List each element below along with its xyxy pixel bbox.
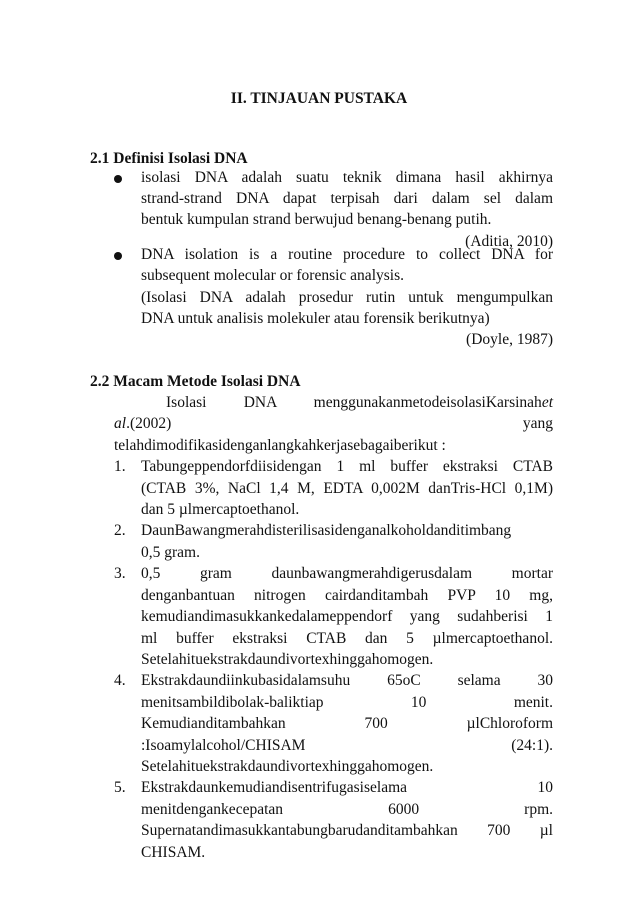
intro-line3: telahdimodifikasidenganlangkahkerjasebagaiberikut : bbox=[114, 437, 446, 454]
item1-line1: Tabungeppendorfdiisidengan 1 ml buffer ekstraksi CTAB bbox=[141, 458, 553, 475]
item1-line2: (CTAB 3%, NaCl 1,4 M, EDTA 0,002M danTris-HCl 0,1M) bbox=[141, 480, 553, 497]
bullet2-line1: DNA isolation is a routine procedure to collect DNA for bbox=[141, 246, 553, 263]
item4-line2: menitsambildibolak-baliktiap 10 menit. bbox=[141, 694, 553, 711]
item2-line2: 0,5 gram. bbox=[141, 544, 200, 561]
section-heading-2-2: 2.2 Macam Metode Isolasi DNA bbox=[90, 373, 301, 390]
bullet1-line3: bentuk kumpulan strand berwujud benang-benang putih. bbox=[141, 211, 492, 228]
chapter-title: II. TINJAUAN PUSTAKA bbox=[230, 90, 408, 107]
bullet1-line1: isolasi DNA adalah suatu teknik dimana hasil akhirnya bbox=[141, 169, 553, 186]
bullet2-line2: subsequent molecular or forensic analysis. bbox=[141, 267, 404, 284]
item4-line4: :Isoamylalcohol/CHISAM (24:1). bbox=[141, 737, 553, 754]
intro-line1 bbox=[166, 392, 553, 414]
item5-line3: Supernatandimasukkantabungbarudanditambahkan 700 µl bbox=[141, 822, 553, 839]
item-number: 2. bbox=[114, 522, 126, 539]
item3-line5: Setelahituekstrakdaundivortexhinggahomogen. bbox=[141, 651, 434, 668]
item5-line2: menitdengankecepatan 6000 rpm. bbox=[141, 801, 553, 818]
intro-line2 bbox=[114, 413, 553, 435]
intro-line1-italic: et bbox=[541, 394, 553, 411]
item4-line3: Kemudianditambahkan 700 µlChloroform bbox=[141, 715, 553, 732]
intro-line1-text: Isolasi DNA menggunakanmetodeisolasiKarsinah bbox=[166, 394, 542, 411]
item1-line3: dan 5 µlmercaptoethanol. bbox=[141, 501, 300, 518]
intro-line2-right: yang bbox=[522, 415, 553, 432]
item-number: 5. bbox=[114, 779, 126, 796]
section-heading-2-1: 2.1 Definisi Isolasi DNA bbox=[90, 150, 248, 167]
item-number: 1. bbox=[114, 458, 126, 475]
bullet2-line3: (Isolasi DNA adalah prosedur rutin untuk mengumpulkan bbox=[141, 289, 553, 306]
item5-line1: Ekstrakdaunkemudiandisentrifugasiselama 10 bbox=[141, 779, 553, 796]
item3-line4: ml buffer ekstraksi CTAB dan 5 µlmercaptoethanol. bbox=[141, 630, 553, 647]
item4-line1: Ekstrakdaundiinkubasidalamsuhu 65oC selama 30 bbox=[141, 672, 553, 689]
intro-line2-italic: al bbox=[114, 415, 127, 432]
bullet-icon bbox=[114, 175, 122, 183]
bullet-icon bbox=[114, 252, 122, 260]
item-number: 3. bbox=[114, 565, 126, 582]
item2-line1: DaunBawangmerahdisterilisasidenganalkoholdanditimbang bbox=[141, 522, 512, 539]
intro-line2-left bbox=[114, 413, 171, 435]
item-number: 4. bbox=[114, 672, 126, 689]
item5-line4: CHISAM. bbox=[141, 844, 206, 861]
item3-line3: kemudiandimasukkankedalameppendorf yang sudahberisi 1 bbox=[141, 608, 553, 625]
item4-line5: Setelahituekstrakdaundivortexhinggahomogen. bbox=[141, 758, 434, 775]
intro-line2-year: .(2002) bbox=[126, 415, 172, 432]
item3-line2: denganbantuan nitrogen cairdanditambah PVP 10 mg, bbox=[141, 587, 553, 604]
citation-aditia: (Aditia, 2010) bbox=[465, 233, 553, 250]
bullet2-line4: DNA untuk analisis molekuler atau forensik berikutnya) bbox=[141, 310, 490, 327]
item3-line1: 0,5 gram daunbawangmerahdigerusdalam mortar bbox=[141, 565, 553, 582]
citation-doyle: (Doyle, 1987) bbox=[466, 331, 553, 348]
bullet1-line2: strand-strand DNA dapat terpisah dari dalam sel dalam bbox=[141, 190, 553, 207]
